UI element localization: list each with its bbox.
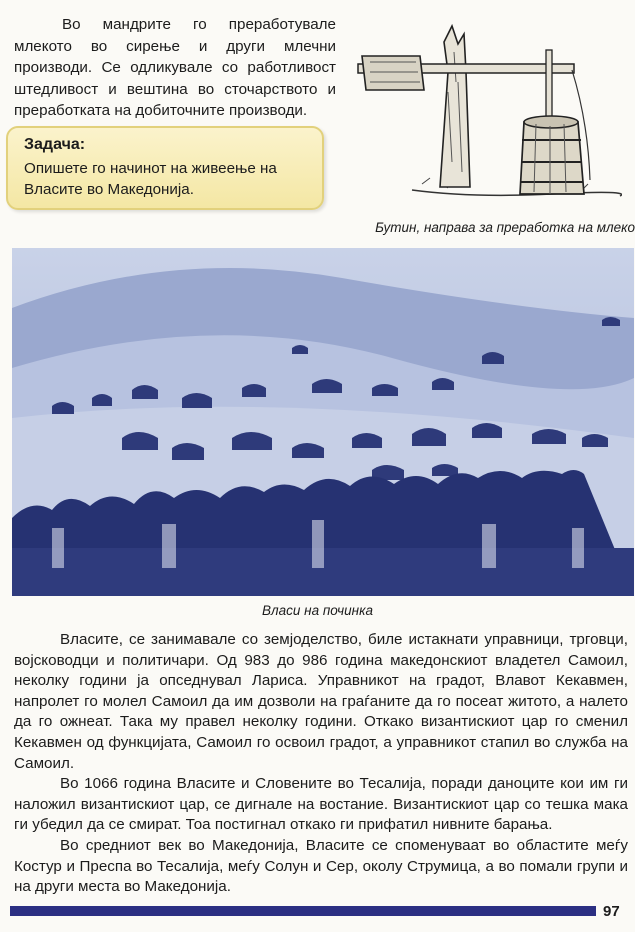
- paragraph: Власите, се занимавале со земјоделство, биле истакнати управници, трговци, војсководци и политичари. Од 983 до 986 година македонскиот владетел Самоил, неколку години ја опседнувал Лариса. Управникот на градот, Влавот Кекавмен, напролет го молел Самоил да им дозволи на граѓаните да го посеат житото, а налето да го ожнеат. Така му правел неколку години. Откако византискиот цар го сменил Кекавмен од функцијата, Самоил го освоил градот, а управникот стапил во служба на Самоил.: [14, 631, 628, 772]
- body-text: [14, 630, 628, 898]
- paragraph: Во 1066 година Власите и Словените во Тесалија, поради даноците кои им ги наложил византискиот цар, се дигнале на востание. Византискиот цар со тешка мака ги убедил да се смират. Тоа постигнал откако ги прифатил нивните барања.: [14, 775, 628, 834]
- page-number: 97: [603, 903, 620, 920]
- vlachs-resting-photo: [12, 248, 634, 596]
- intro-paragraph: Во мандрите го преработувале млекото во сирење и други млечни производи. Се одликувале со работливост штедливост и вештина во сточарството и преработката на добиточните производи.: [14, 16, 336, 119]
- task-box: [6, 126, 324, 210]
- butin-caption: Бутин, направа за преработка на млеко: [375, 220, 635, 235]
- paragraph: Во средниот век во Македонија, Власите се споменуваат во областите меѓу Костур и Преспа во Тесалија, меѓу Солун и Сер, околу Струмица, а во помали групи и на други места во Македонија.: [14, 836, 628, 896]
- task-text: Опишете го начинот на живеење на Власите во Македонија.: [24, 160, 277, 198]
- task-title: Задача:: [24, 136, 86, 153]
- butin-illustration: [352, 12, 622, 210]
- photo-caption: Власи на починка: [262, 603, 373, 618]
- footer-bar: [10, 906, 596, 916]
